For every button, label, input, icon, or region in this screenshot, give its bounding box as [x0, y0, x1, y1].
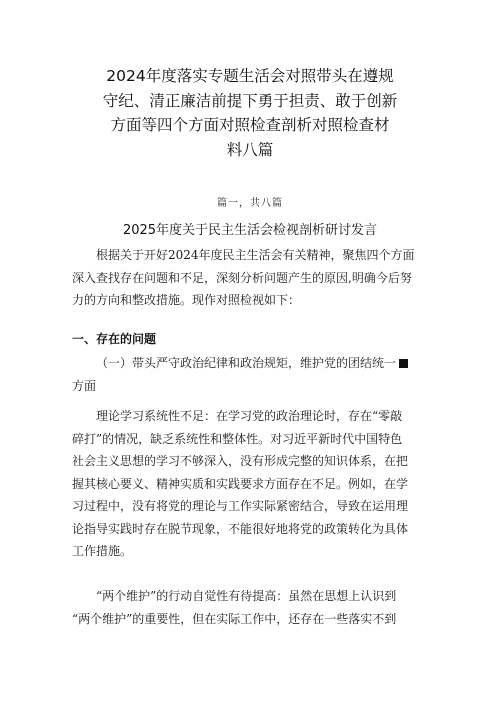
- title-line: 方面等四个方面对照检查剖析对照检查材: [110, 116, 390, 134]
- square-bullet-icon: [399, 359, 408, 368]
- paragraph-line: 习过程中，没有将党的理论与工作实际紧密结合，导致在运用理: [72, 499, 409, 513]
- part-label: 篇一，共八篇: [217, 198, 283, 209]
- paragraph-line: 理论学习系统性不足：在学习党的政治理论时，存在“零敲: [96, 409, 403, 423]
- paragraph-theory-study: [72, 405, 428, 563]
- subheading-line: [72, 352, 428, 375]
- paragraph-line: 握其核心要义、精神实质和实践要求方面存在不足。例如，在学: [72, 476, 409, 491]
- subheading-political-discipline: [72, 352, 428, 397]
- subheading-line: 方面: [72, 378, 97, 393]
- intro-line: 力的方向和整改措施。现作对照检视如下：: [72, 293, 301, 307]
- paragraph-line: 工作措施。: [72, 544, 133, 558]
- intro-line: 深入查找存在问题和不足，深刻分析问题产生的原因,明确今后努: [72, 270, 412, 285]
- paragraph-line: “两个维护”的行动自觉性有待提高：虽然在思想上认识到: [96, 589, 397, 603]
- paragraph-two-safeguards: [72, 585, 428, 630]
- title-line: 守纪、清正廉洁前提下勇于担责、敢于创新: [102, 91, 398, 110]
- section-subtitle: 2025年度关于民主生活会检视剖析研讨发言: [122, 223, 378, 238]
- intro-paragraph: [72, 244, 428, 312]
- title-line: 2024年度落实专题生活会对照带头在遵规: [106, 67, 394, 85]
- title-line: 料八篇: [226, 140, 274, 159]
- intro-line: 根据关于开好2024年度民主生活会有关精神，聚焦四个方面: [96, 248, 415, 262]
- paragraph-line: 社会主义思想的学习不够深入，没有形成完整的知识体系，在把: [72, 454, 409, 468]
- paragraph-line: “两个维护”的重要性，但在实际工作中，还存在一些落实不到: [72, 611, 397, 626]
- subheading-text: （一）带头严守政治纪律和政治规矩，维护党的团结统一: [96, 356, 397, 370]
- heading-existing-problems: 一、存在的问题: [72, 332, 157, 346]
- document-title: [80, 64, 420, 162]
- paragraph-line: 论指导实践时存在脱节现象，不能很好地将党的政策转化为具体: [72, 521, 409, 536]
- paragraph-line: 碎打”的情况，缺乏系统性和整体性。对习近平新时代中国特色: [72, 431, 403, 446]
